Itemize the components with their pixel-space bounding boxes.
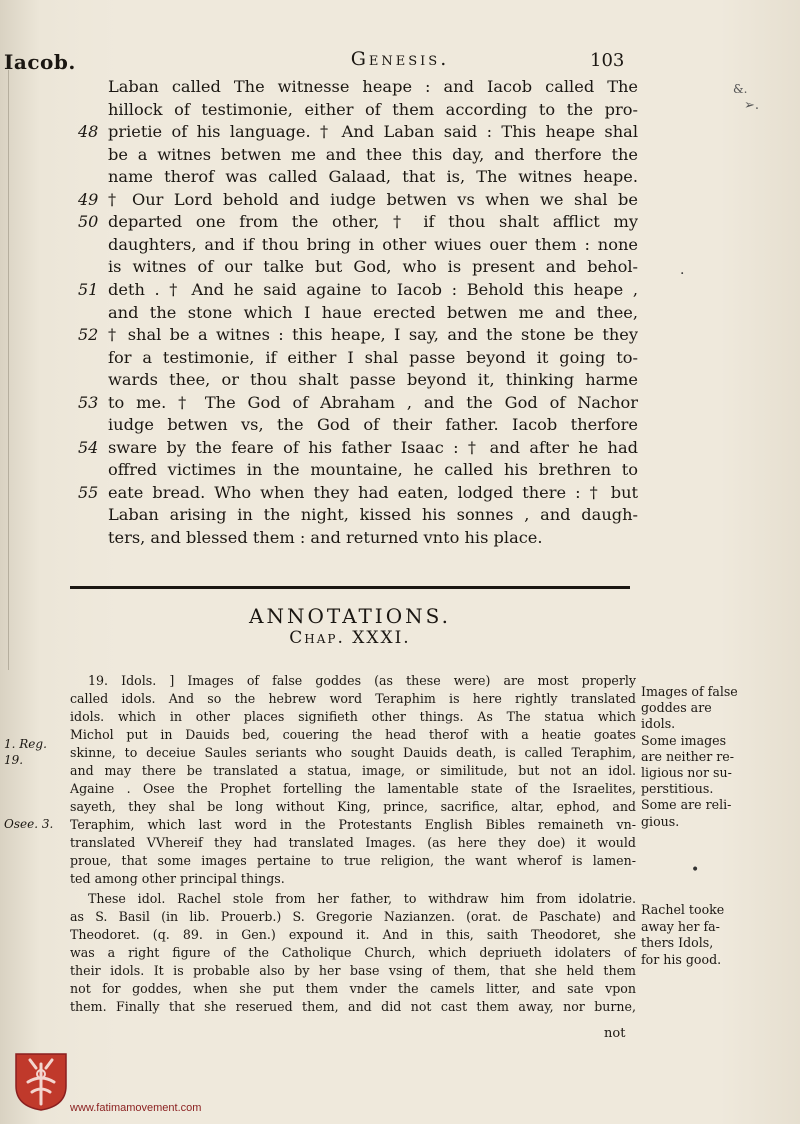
annotation-line: Teraphim, which last word in the Protestants English Bibles remaineth vn- [70,817,636,832]
left-ref-osee: Osee. 3. [4,817,54,831]
annotation-line: Againe . Osee the Prophet fortelling the lamentable state of the Israelites, [70,781,636,796]
scripture-line: † shal be a witnes : this heape, I say, and the stone be they [108,325,638,345]
verse-number: 53 [78,392,99,412]
verse-number: 52 [78,325,99,345]
scripture-line: be a witnes betwen me and thee this day, and therfore the [108,144,638,164]
side-note-line: ligious nor su- [641,765,732,780]
margin-arrow-mark: ➢. [744,98,760,113]
annotation-line: them. Finally that she reserued them, and did not cast them away, nor burne, [70,999,636,1014]
scripture-line: deth . † And he said againe to Iacob : Behold this heape , [108,279,638,299]
scripture-line: † Our Lord behold and iudge betwen vs when we shal be [108,189,638,209]
verse-number: 49 [78,189,99,209]
chapter-heading: Chap. XXXI. [289,628,411,648]
annotation-line: Theodoret. (q. 89. in Gen.) expound it. And in this, saith Theodoret, she [70,927,636,942]
fatima-movement-logo [14,1052,68,1112]
annotation-line: sayeth, they shal be long without King, prince, sacrifice, altar, ephod, and [70,799,636,814]
running-head-title: Genesis. [350,48,450,70]
scripture-line: name therof was called Galaad, that is, The witnes heape. [108,167,638,187]
scripture-line: offred victimes in the mountaine, he called his brethren to [108,460,638,480]
annotation-line: 19. Idols. ] Images of false goddes (as these were) are most properly [88,673,636,688]
scripture-line: departed one from the other, † if thou shalt afflict my [108,212,638,232]
catchword: not [604,1026,626,1041]
side-note-line: for his good. [641,951,722,967]
side-note-line: Images of false [641,684,738,699]
verse-number: 54 [78,437,99,457]
annotation-line: as S. Basil (in lib. Prouerb.) S. Gregorie Nazianzen. (orat. de Paschate) and [70,909,636,924]
page-number: 103 [590,50,625,71]
side-note-line: goddes are [641,700,712,716]
side-note-line: are neither re- [641,748,734,764]
page-edge-line [8,70,9,670]
side-note-line: perstitious. [641,781,714,797]
annotation-line: was a right figure of the Catholique Church, which depriueth idolaters of [70,945,636,960]
scripture-line: and the stone which I haue erected betwen me and thee, [108,302,638,322]
side-note-line: Some images [641,732,727,748]
scripture-line: to me. † The God of Abraham , and the God of Nachor [108,392,638,412]
scripture-line: is witnes of our talke but God, who is present and behol- [108,257,638,277]
verse-number: 51 [78,279,99,299]
section-divider [70,586,630,589]
scripture-line: Laban arising in the night, kissed his sonnes , and daugh- [108,505,638,525]
annotation-line: called idols. And so the hebrew word Teraphim is here rightly translated [70,691,636,706]
side-note-line: thers Idols, [641,935,714,950]
scripture-line: hillock of testimonie, either of them according to the pro- [108,99,638,119]
scripture-line: for a testimonie, if either I shal passe beyond it going to- [108,347,638,367]
margin-dot-upper: · [680,266,685,282]
running-head-left: Iacob. [4,50,76,74]
side-note-line: gious. [641,813,680,829]
annotation-line: translated VVhereif they had translated Images. (as here they doe) it would [70,835,636,850]
margin-dot: • [691,862,700,878]
annotation-line: These idol. Rachel stole from her father, to withdraw him from idolatrie. [88,891,636,906]
scripture-line: iudge betwen vs, the God of their father. Iacob therfore [108,415,638,435]
margin-sign-mark: &. [733,82,748,96]
scripture-line: prietie of his language. † And Laban said : This heape shal [108,122,638,142]
left-ref-reg-num: 19. [4,753,24,767]
left-ref-reg: 1. Reg. [4,737,47,751]
annotation-line: idols. which in other places signifieth other things. As The statua which [70,709,636,724]
scripture-line: Laban called The witnesse heape : and Iacob called The [108,77,638,96]
verse-number: 55 [78,482,99,502]
scripture-line: ters, and blessed them : and returned vnto his place. [108,528,543,547]
footer-url[interactable]: www.fatimamovement.com [70,1102,202,1114]
annotation-line: proue, that some images pertaine to true religion, the want wherof is lamen- [70,853,636,868]
annotations-heading: ANNOTATIONS. [249,604,451,628]
annotation-line: Michol put in Dauids bed, couering the head therof with a heatie goates [70,727,636,742]
scripture-line: sware by the feare of his father Isaac : † and after he had [108,437,638,457]
side-note-line: Rachel tooke [641,902,725,917]
scripture-line: daughters, and if thou bring in other wiues ouer them : none [108,234,638,254]
verse-number: 50 [78,212,99,232]
annotation-line: their idols. It is probable also by her base vsing of them, that she held them [70,963,636,978]
side-note-line: away her fa- [641,918,720,934]
annotation-line: ted among other principal things. [70,871,285,886]
annotation-line: and may there be translated a statua, image, or similitude, but not an idol. [70,763,636,778]
side-note-line: idols. [641,716,676,732]
side-note-line: Some are reli- [641,797,732,813]
annotation-line: skinne, to deceiue Saules seriants who sought Dauids death, is called Teraphim, [70,745,636,760]
verse-number: 48 [78,122,99,142]
scripture-line: eate bread. Who when they had eaten, lodged there : † but [108,482,638,502]
annotation-line: not for goddes, when she put them vnder the camels litter, and sate vpon [70,981,636,996]
scripture-line: wards thee, or thou shalt passe beyond it, thinking harme [108,370,638,390]
